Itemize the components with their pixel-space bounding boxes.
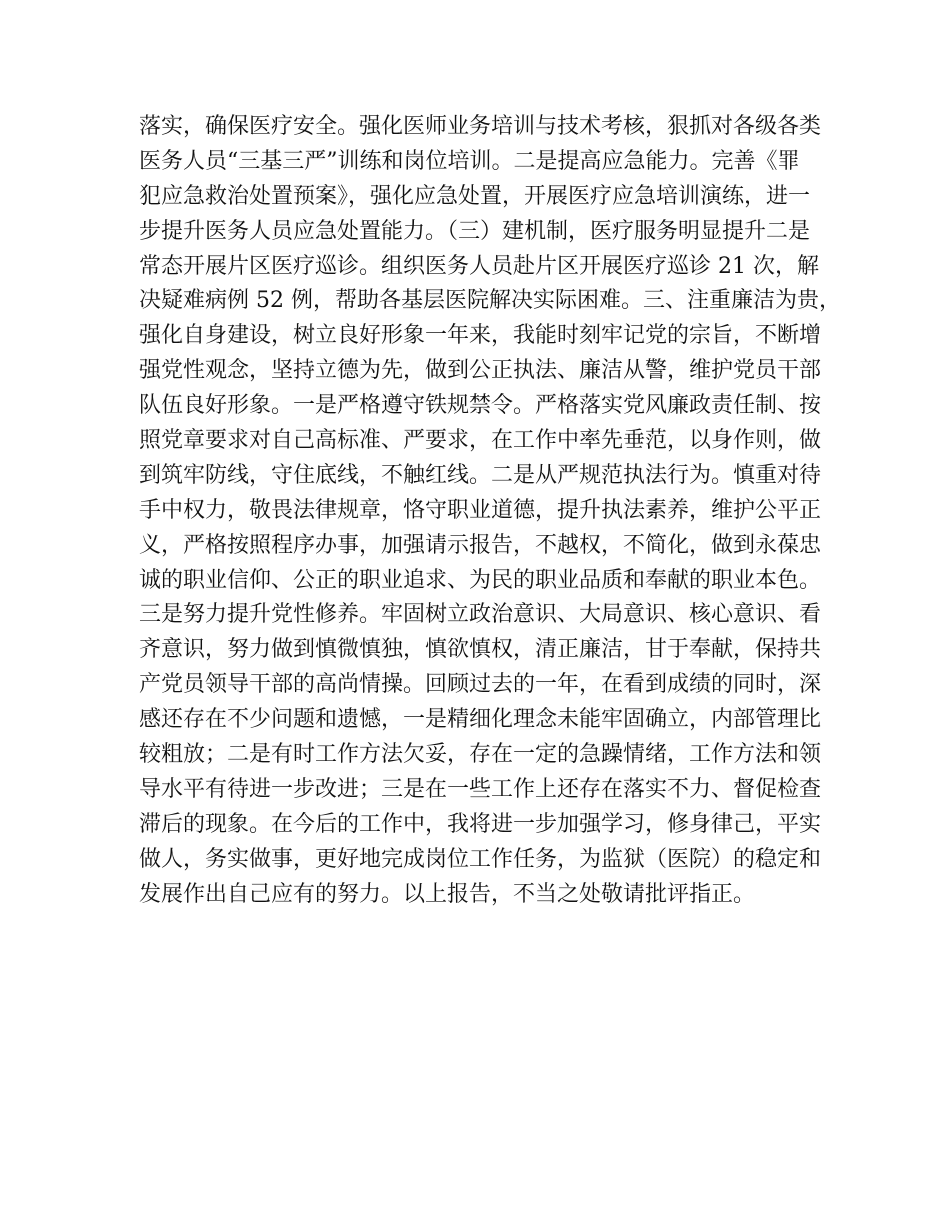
text-line: 到筑牢防线，守住底线，不触红线。二是从严规范执法行为。慎重对待 xyxy=(139,462,822,488)
text-line: 照党章要求对自己高标准、严要求，在工作中率先垂范，以身作则，做 xyxy=(139,428,822,454)
text-line: 常态开展片区医疗巡诊。组织医务人员赴片区开展医疗巡诊 21 次，解 xyxy=(139,253,819,279)
text-line: 医务人员“三基三严”训练和岗位培训。二是提高应急能力。完善《罪 xyxy=(139,148,800,174)
text-line: 诚的职业信仰、公正的职业追求、为民的职业品质和奉献的职业本色。 xyxy=(139,567,822,593)
text-line: 滞后的现象。在今后的工作中，我将进一步加强学习，修身律己，平实 xyxy=(139,811,822,837)
text-line: 产党员领导干部的高尚情操。回顾过去的一年，在看到成绩的同时，深 xyxy=(139,672,822,698)
text-line: 三是努力提升党性修养。牢固树立政治意识、大局意识、核心意识、看 xyxy=(139,602,822,628)
text-line: 步提升医务人员应急处置能力。（三）建机制，医疗服务明显提升二是 xyxy=(139,218,811,244)
text-line: 队伍良好形象。一是严格遵守铁规禁令。严格落实党风廉政责任制、按 xyxy=(139,393,822,419)
text-line: 发展作出自己应有的努力。以上报告，不当之处敬请批评指正。 xyxy=(139,881,756,907)
text-line: 强化自身建设，树立良好形象一年来，我能时刻牢记党的宗旨，不断增 xyxy=(139,323,822,349)
body-paragraph xyxy=(139,110,841,912)
text-line: 决疑难病例 52 例，帮助各基层医院解决实际困难。三、注重廉洁为贵， xyxy=(139,288,841,314)
text-line: 做人，务实做事，更好地完成岗位工作任务，为监狱（医院）的稳定和 xyxy=(139,846,822,872)
text-line: 强党性观念，坚持立德为先，做到公正执法、廉洁从警，维护党员干部 xyxy=(139,358,822,384)
text-line: 齐意识，努力做到慎微慎独，慎欲慎权，清正廉洁，甘于奉献，保持共 xyxy=(139,637,822,663)
text-line: 较粗放；二是有时工作方法欠妥，存在一定的急躁情绪，工作方法和领 xyxy=(139,742,822,768)
text-line: 手中权力，敬畏法律规章，恪守职业道德，提升执法素养，维护公平正 xyxy=(139,497,822,523)
text-line: 落实，确保医疗安全。强化医师业务培训与技术考核，狠抓对各级各类 xyxy=(139,114,822,139)
text-line: 导水平有待进一步改进；三是在一些工作上还存在落实不力、督促检查 xyxy=(139,776,822,802)
text-line: 义，严格按照程序办事，加强请示报告，不越权，不简化，做到永葆忠 xyxy=(139,532,822,558)
text-line: 感还存在不少问题和遗憾，一是精细化理念未能牢固确立，内部管理比 xyxy=(139,707,822,733)
text-line: 犯应急救治处置预案》，强化应急处置，开展医疗应急培训演练，进一 xyxy=(139,183,811,209)
